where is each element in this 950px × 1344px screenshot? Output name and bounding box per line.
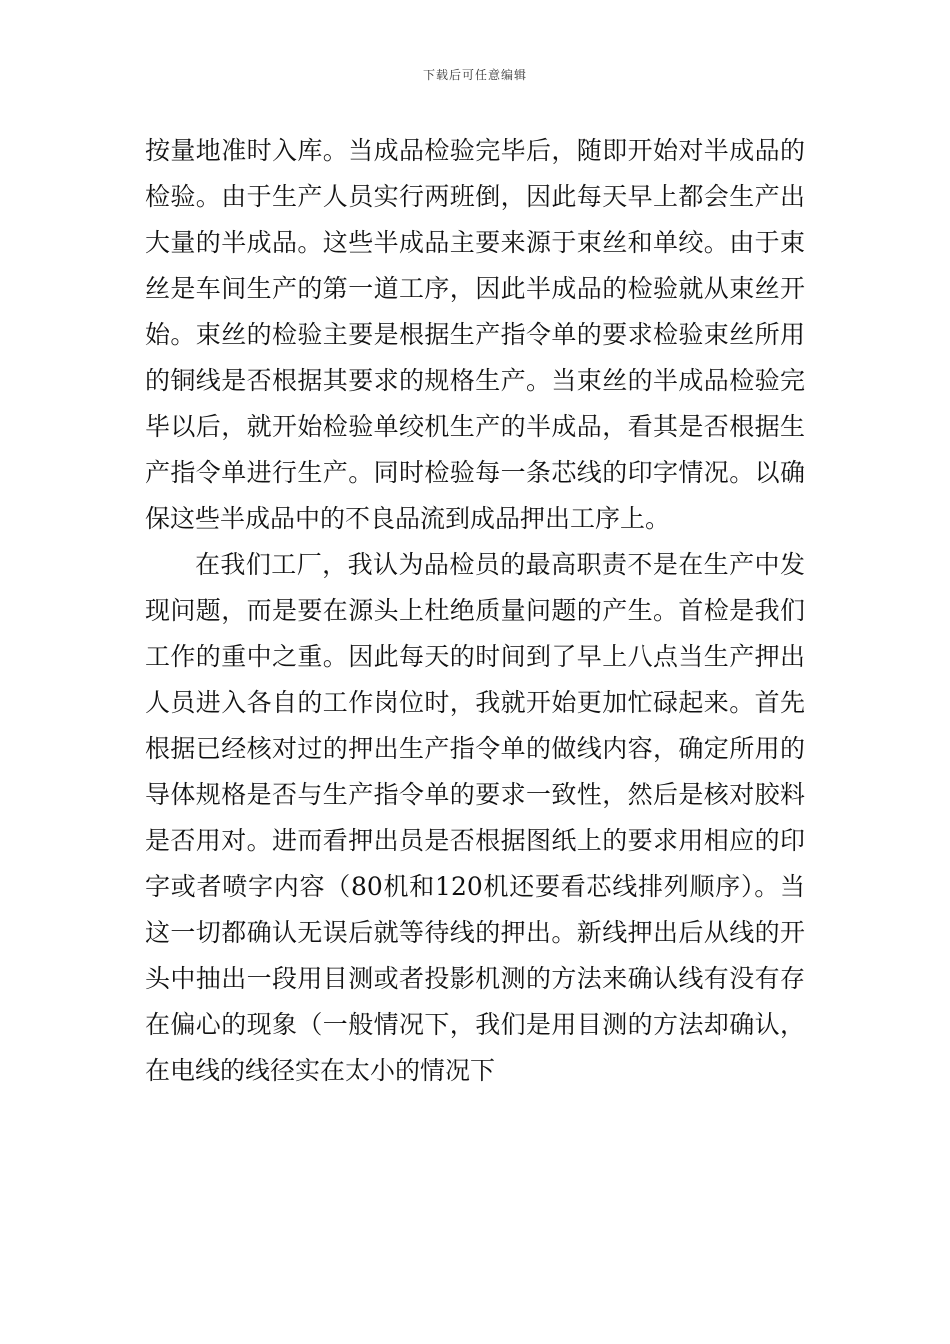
paragraph-1: 按量地准时入库。当成品检验完毕后，随即开始对半成品的检验。由于生产人员实行两班倒，因此每天早上都会生产出大量的半成品。这些半成品主要来源于束丝和单绞。由于束丝是车间生产的第一道工序，因此半成品的检验就从束丝开始。束丝的检验主要是根据生产指令单的要求检验束丝所用的铜线是否根据其要求的规格生产。当束丝的半成品检验完毕以后，就开始检验单绞机生产的半成品，看其是否根据生产指令单进行生产。同时检验每一条芯线的印字情况。以确保这些半成品中的不良品流到成品押出工序上。 — [145, 136, 805, 533]
header-note: 下载后可任意编辑 — [422, 68, 527, 82]
paragraph-2: 在我们工厂，我认为品检员的最高职责不是在生产中发现问题，而是要在源头上杜绝质量问题的产生。首检是我们工作的重中之重。因此每天的时间到了早上八点当生产押出人员进入各自的工作岗位时，我就开始更加忙碌起来。首先根据已经核对过的押出生产指令单的做线内容，确定所用的导体规格是否与生产指令单的要求一致性，然后是核对胶料是否用对。进而看押出员是否根据图纸上的要求用相应的印字或者喷字内容（80机和120机还要看芯线排列顺序）。当这一切都确认无误后就等待线的押出。新线押出后从线的开头中抽出一段用目测或者投影机测的方法来确认线有没有存在偏心的现象（一般情况下，我们是用目测的方法却确认，在电线的线径实在太小的情况下 — [145, 550, 805, 1085]
document-body — [145, 128, 805, 1094]
